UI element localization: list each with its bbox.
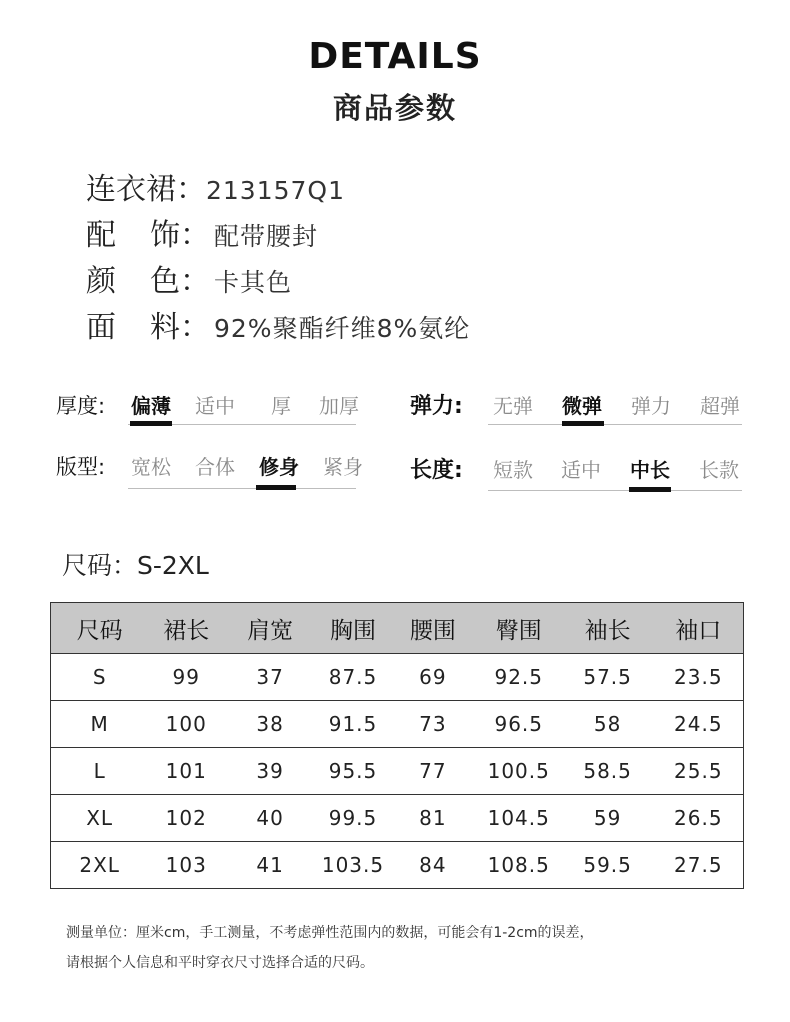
spec-label-accessory: 配 饰： <box>86 218 210 253</box>
header-sleeve-length: 袖长 <box>562 603 654 654</box>
table-cell: 58.5 <box>562 748 654 795</box>
thickness-option-thin: 偏薄 <box>131 394 171 418</box>
table-cell: 73 <box>390 701 476 748</box>
table-cell: 40 <box>224 795 316 842</box>
elasticity-option-super: 超弹 <box>700 394 740 418</box>
length-option-short: 短款 <box>493 458 533 482</box>
table-cell: 2XL <box>51 842 149 889</box>
table-cell: 103 <box>148 842 224 889</box>
spec-value-accessory: 配带腰封 <box>214 222 319 251</box>
table-cell: L <box>51 748 149 795</box>
table-cell: 92.5 <box>476 654 562 701</box>
spec-value-fabric: 92%聚酯纤维8%氨纶 <box>214 314 471 343</box>
table-cell: 58 <box>562 701 654 748</box>
fit-scale-track <box>128 488 356 489</box>
thickness-option-extra-thick: 加厚 <box>319 394 359 418</box>
length-option-long: 长款 <box>699 458 739 482</box>
fit-label: 版型: <box>56 455 106 479</box>
header-cuff: 袖口 <box>654 603 744 654</box>
table-cell: 37 <box>224 654 316 701</box>
table-cell: XL <box>51 795 149 842</box>
size-advice-note: 请根据个人信息和平时穿衣尺寸选择合适的尺码。 <box>66 955 374 971</box>
table-cell: 27.5 <box>654 842 744 889</box>
table-cell: 23.5 <box>654 654 744 701</box>
size-table-header-row <box>51 603 744 654</box>
table-cell: 41 <box>224 842 316 889</box>
table-cell: 102 <box>148 795 224 842</box>
table-cell: 77 <box>390 748 476 795</box>
spec-label-color: 颜 色： <box>86 264 210 299</box>
elasticity-scale-track <box>488 424 742 425</box>
table-cell: 103.5 <box>316 842 390 889</box>
title-chinese: 商品参数 <box>332 91 457 125</box>
header-hip: 臀围 <box>476 603 562 654</box>
table-row <box>51 795 744 842</box>
table-cell: 100.5 <box>476 748 562 795</box>
table-cell: 38 <box>224 701 316 748</box>
thickness-option-medium: 适中 <box>195 394 235 418</box>
header-dress-length: 裙长 <box>148 603 224 654</box>
elasticity-selected-marker <box>562 421 604 426</box>
table-row <box>51 748 744 795</box>
elasticity-label: 弹力: <box>410 394 463 419</box>
table-cell: 57.5 <box>562 654 654 701</box>
table-cell: 39 <box>224 748 316 795</box>
spec-row-dress-code <box>86 164 346 207</box>
spec-label-dress: 连衣裙： <box>86 172 206 207</box>
table-cell: M <box>51 701 149 748</box>
table-cell: 24.5 <box>654 701 744 748</box>
table-cell: 87.5 <box>316 654 390 701</box>
spec-value-dress-code: 213157Q1 <box>206 176 346 205</box>
thickness-selected-marker <box>130 421 172 426</box>
table-cell: 59.5 <box>562 842 654 889</box>
size-range-heading: 尺码：S-2XL <box>62 551 209 580</box>
header-shoulder: 肩宽 <box>224 603 316 654</box>
table-cell: 101 <box>148 748 224 795</box>
length-selected-marker <box>629 487 671 492</box>
length-scale-track <box>488 490 742 491</box>
table-cell: 59 <box>562 795 654 842</box>
table-cell: 99.5 <box>316 795 390 842</box>
size-table <box>50 602 744 889</box>
spec-row-accessory <box>86 210 319 253</box>
header-waist: 腰围 <box>390 603 476 654</box>
spec-label-fabric: 面 料： <box>86 310 210 345</box>
table-cell: 95.5 <box>316 748 390 795</box>
table-row <box>51 701 744 748</box>
length-option-midi: 中长 <box>630 458 670 482</box>
fit-option-tight: 紧身 <box>323 455 363 479</box>
table-cell: 100 <box>148 701 224 748</box>
fit-option-slim: 修身 <box>259 455 299 479</box>
elasticity-option-elastic: 弹力 <box>631 394 671 418</box>
table-row <box>51 654 744 701</box>
elasticity-option-none: 无弹 <box>493 394 533 418</box>
length-option-medium: 适中 <box>561 458 601 482</box>
table-row <box>51 842 744 889</box>
table-cell: 69 <box>390 654 476 701</box>
table-cell: 81 <box>390 795 476 842</box>
fit-selected-marker <box>256 485 296 490</box>
header-bust: 胸围 <box>316 603 390 654</box>
table-cell: S <box>51 654 149 701</box>
spec-row-color <box>86 256 293 299</box>
length-label: 长度: <box>410 458 463 483</box>
header-size: 尺码 <box>51 603 149 654</box>
thickness-label: 厚度: <box>56 394 106 418</box>
table-cell: 108.5 <box>476 842 562 889</box>
table-cell: 84 <box>390 842 476 889</box>
table-cell: 25.5 <box>654 748 744 795</box>
thickness-option-thick: 厚 <box>271 394 291 418</box>
spec-row-fabric <box>86 302 471 345</box>
fit-option-loose: 宽松 <box>131 455 171 479</box>
table-cell: 26.5 <box>654 795 744 842</box>
table-cell: 99 <box>148 654 224 701</box>
table-cell: 104.5 <box>476 795 562 842</box>
measurement-note: 测量单位：厘米cm，手工测量，不考虑弹性范围内的数据，可能会有1-2cm的误差， <box>66 925 594 941</box>
spec-value-color: 卡其色 <box>214 268 293 297</box>
fit-option-regular: 合体 <box>195 455 235 479</box>
table-cell: 96.5 <box>476 701 562 748</box>
elasticity-option-slight: 微弹 <box>562 394 602 418</box>
title-english: DETAILS <box>308 36 482 77</box>
table-cell: 91.5 <box>316 701 390 748</box>
